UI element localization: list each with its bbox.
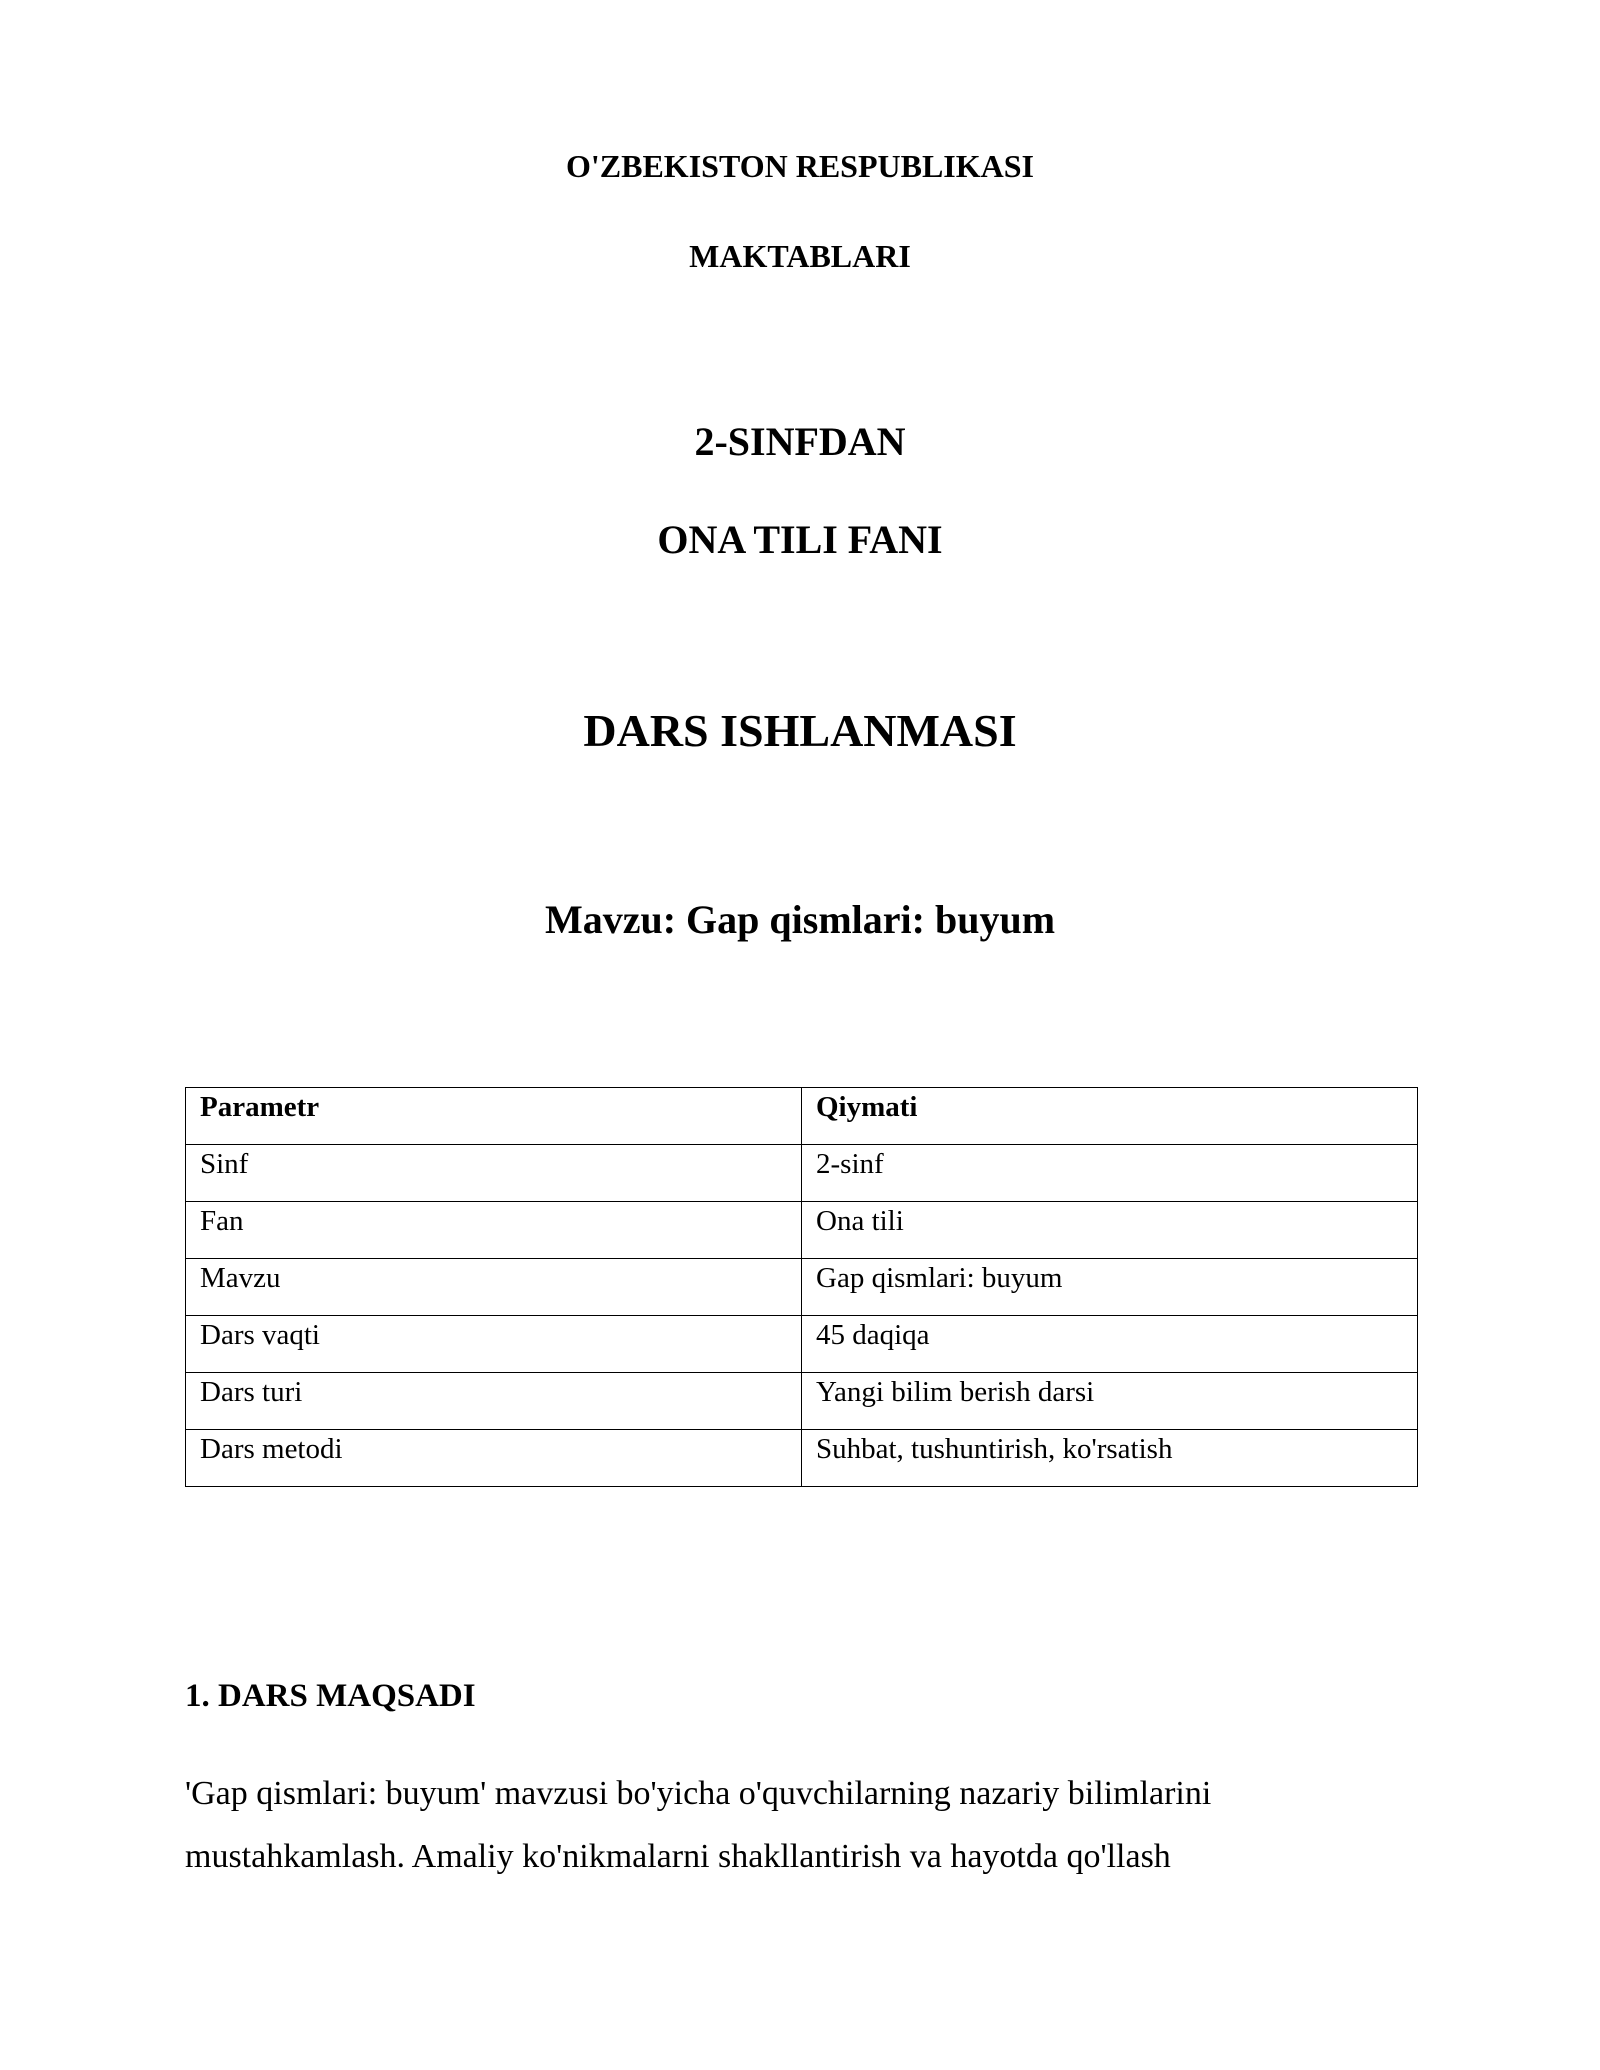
table-row bbox=[186, 1259, 1418, 1316]
table-cell: Sinf bbox=[186, 1145, 802, 1202]
topic-heading: Mavzu: Gap qismlari: buyum bbox=[544, 897, 1056, 942]
table-cell: 2-sinf bbox=[802, 1145, 1418, 1202]
paragraph-line: 'Gap qismlari: buyum' mavzusi bo'yicha o'quvchilarning nazariy bilimlarini bbox=[185, 1775, 1212, 1812]
table-cell: Suhbat, tushuntirish, ko'rsatish bbox=[802, 1430, 1418, 1487]
table-header-cell: Qiymati bbox=[802, 1088, 1418, 1145]
table-cell: Yangi bilim berish darsi bbox=[802, 1373, 1418, 1430]
table-row bbox=[186, 1430, 1418, 1487]
table-row bbox=[186, 1145, 1418, 1202]
header-line-1: O'ZBEKISTON RESPUBLIKASI bbox=[565, 148, 1034, 184]
table-cell: Mavzu bbox=[186, 1259, 802, 1316]
table-row bbox=[186, 1316, 1418, 1373]
section-heading: 1. DARS MAQSADI bbox=[185, 1678, 476, 1714]
grade-heading: 2-SINFDAN bbox=[694, 419, 906, 464]
table-cell: Dars vaqti bbox=[186, 1316, 802, 1373]
table-row bbox=[186, 1202, 1418, 1259]
table-cell: Ona tili bbox=[802, 1202, 1418, 1259]
table-cell: Dars metodi bbox=[186, 1430, 802, 1487]
table-row bbox=[186, 1373, 1418, 1430]
table-cell: Gap qismlari: buyum bbox=[802, 1259, 1418, 1316]
table-cell: 45 daqiqa bbox=[802, 1316, 1418, 1373]
parameters-table bbox=[185, 1087, 1418, 1487]
paragraph-line: mustahkamlash. Amaliy ko'nikmalarni shakllantirish va hayotda qo'llash bbox=[185, 1838, 1171, 1875]
document-title: DARS ISHLANMASI bbox=[583, 705, 1017, 756]
header-line-2: MAKTABLARI bbox=[689, 238, 911, 274]
subject-heading: ONA TILI FANI bbox=[657, 517, 943, 562]
table-cell: Dars turi bbox=[186, 1373, 802, 1430]
table-header-cell: Parametr bbox=[186, 1088, 802, 1145]
table-header-row bbox=[186, 1088, 1418, 1145]
table-cell: Fan bbox=[186, 1202, 802, 1259]
section-paragraph bbox=[185, 1762, 1425, 1888]
